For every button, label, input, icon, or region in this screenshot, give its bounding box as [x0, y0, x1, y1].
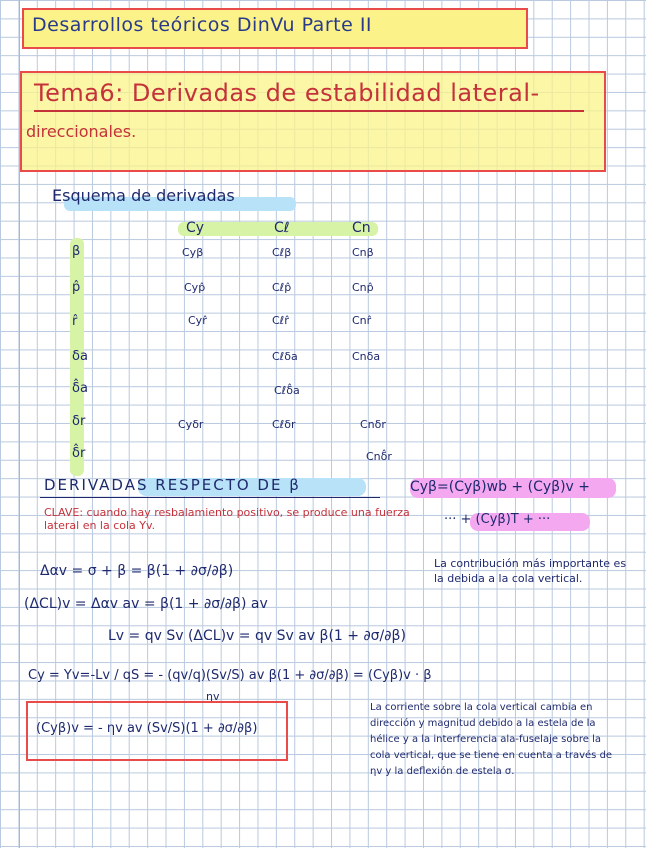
tema-underline: [34, 110, 584, 112]
scheme-cell: Cyδr: [178, 418, 204, 431]
row-label: r̂: [72, 314, 78, 329]
clave-note: CLAVE: cuando hay resbalamiento positivo, se produce una fuerza lateral en la cola Yv.: [44, 506, 410, 532]
scheme-cell: Cnβ: [352, 246, 374, 259]
cyb-sum-line1: Cyβ=(Cyβ)wb + (Cyβ)v +: [410, 479, 590, 495]
section-underline: [40, 497, 380, 498]
scheme-cell: Cnr̂: [352, 314, 372, 327]
scheme-cell: Cnδ̂r: [366, 450, 392, 463]
row-label: β: [72, 244, 81, 259]
col-header-cn: Cn: [352, 220, 371, 236]
scheme-cell: Cℓr̂: [272, 314, 289, 327]
tema-title: Tema6: Derivadas de estabilidad lateral-: [34, 79, 540, 107]
page-title: Desarrollos teóricos DinVu Parte II: [32, 14, 373, 36]
tema-title-cont: direccionales.: [26, 122, 137, 141]
scheme-cell: Cℓβ: [272, 246, 292, 259]
equation-1: Δαv = σ + β = β(1 + ∂σ/∂β): [40, 563, 234, 579]
section-heading: DERIVADAS RESPECTO DE β: [44, 476, 301, 494]
scheme-cell: Cyp̂: [184, 281, 206, 294]
equation-4: Cy = Yv=-Lv / qS = - (qv/q)(Sv/S) av β(1 + ∂σ/∂β) = (Cyβ)v · β: [28, 668, 432, 683]
row-label: δ̂a: [72, 381, 88, 396]
scheme-cell: Cℓδa: [272, 350, 298, 363]
note-corriente: La corriente sobre la cola vertical cambia en dirección y magnitud debido a la estela de la hélice y a la interferencia ala-fuselaje sobre la cola vertical, que se tiene en cuenta a través de ηv y la deflexión de estela σ.: [370, 702, 613, 777]
scheme-cell: Cnδa: [352, 350, 381, 363]
equation-3: Lv = qv Sv (ΔCL)v = qv Sv av β(1 + ∂σ/∂β): [108, 628, 406, 644]
scheme-cell: Cℓδr: [272, 418, 296, 431]
scheme-cell: Cyr̂: [188, 314, 207, 327]
scheme-cell: Cnδr: [360, 418, 386, 431]
row-label: δr: [72, 414, 86, 429]
scheme-cell: Cnp̂: [352, 281, 374, 294]
final-equation: (Cyβ)v = - ηv av (Sv/S)(1 + ∂σ/∂β): [36, 721, 258, 736]
scheme-heading: Esquema de derivadas: [52, 186, 235, 205]
eta-label: ηv: [206, 690, 220, 703]
note-contribution: La contribución más importante es la debida a la cola vertical.: [434, 557, 627, 585]
scheme-cell: Cℓδ̂a: [274, 384, 300, 397]
scheme-cell: Cℓp̂: [272, 281, 292, 294]
col-header-cy: Cy: [186, 220, 205, 236]
col-header-cl: Cℓ: [274, 220, 290, 236]
row-label: δa: [72, 349, 88, 364]
equation-2: (ΔCL)v = Δαv av = β(1 + ∂σ/∂β) av: [24, 596, 268, 612]
row-label: δ̂r: [72, 446, 86, 461]
scheme-cell: Cyβ: [182, 246, 204, 259]
cyb-sum-line2: ··· + (Cyβ)T + ···: [444, 512, 551, 527]
row-label: p̂: [72, 280, 81, 295]
